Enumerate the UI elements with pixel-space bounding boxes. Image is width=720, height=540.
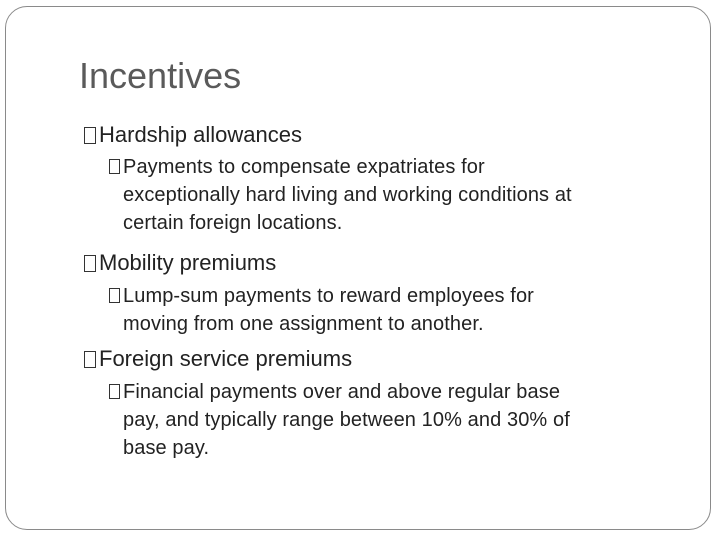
sub-bullet-line: base pay. [123, 437, 210, 459]
sub-bullet-line: Payments to compensate expatriates for [109, 153, 689, 181]
sub-bullet-hardship [109, 153, 689, 237]
bullet-hardship-allowances [84, 122, 302, 148]
sub-bullet-box-icon [109, 159, 120, 174]
sub-bullet-line: moving from one assignment to another. [123, 313, 484, 335]
bullet-box-icon [84, 255, 96, 272]
sub-bullet-box-icon [109, 384, 120, 399]
sub-bullet-line: exceptionally hard living and working conditions at [123, 184, 572, 206]
bullet-foreign-service-premiums [84, 346, 352, 372]
sub-bullet-box-icon [109, 288, 120, 303]
bullet-label: Foreign service premiums [99, 346, 353, 371]
bullet-box-icon [84, 127, 96, 144]
bullet-mobility-premiums [84, 250, 276, 276]
sub-bullet-foreign-service [109, 378, 689, 462]
bullet-box-icon [84, 351, 96, 368]
sub-bullet-mobility [109, 282, 689, 338]
slide-title: Incentives [79, 55, 242, 96]
bullet-label: Hardship allowances [99, 122, 302, 147]
sub-bullet-line: pay, and typically range between 10% and 30% of [123, 409, 570, 431]
sub-bullet-line: Lump-sum payments to reward employees for [109, 282, 689, 310]
sub-bullet-line: Financial payments over and above regular base [109, 378, 689, 406]
sub-bullet-line: certain foreign locations. [123, 212, 343, 234]
bullet-label: Mobility premiums [99, 250, 277, 275]
